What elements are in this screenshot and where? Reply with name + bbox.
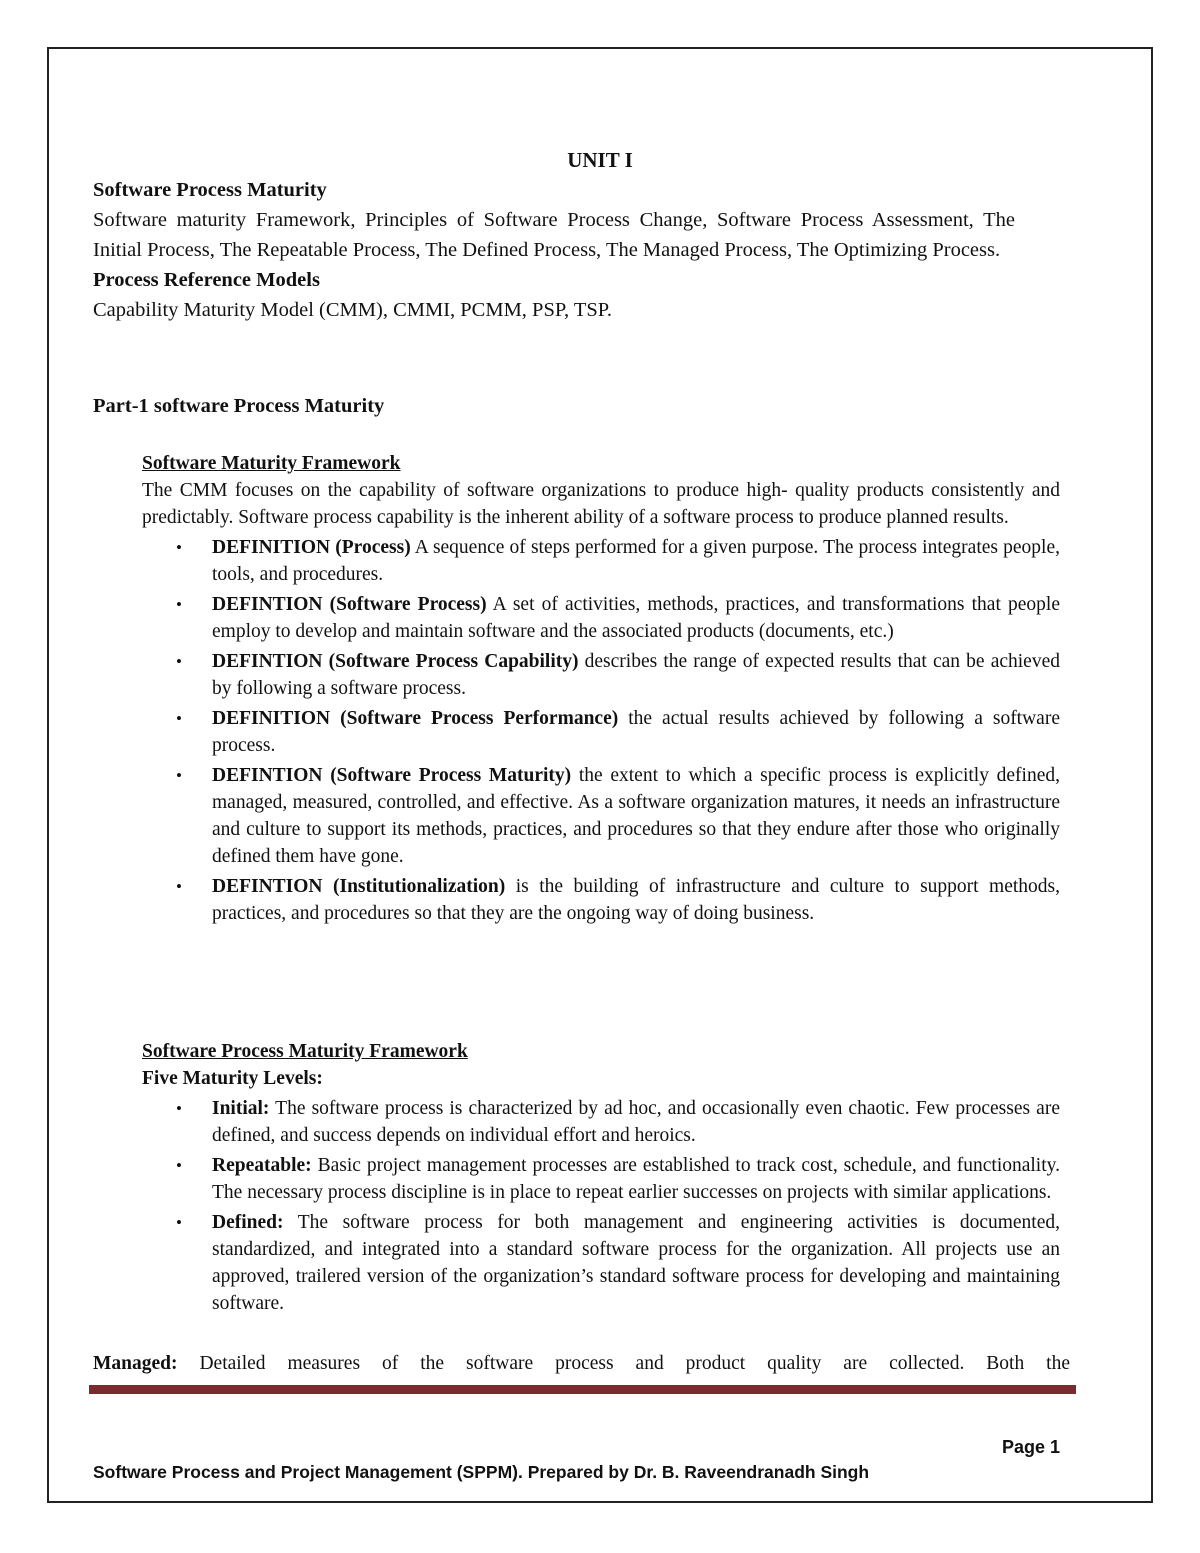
definition-term: DEFINITION (Process) [212,537,411,558]
footer-rule [89,1385,1076,1394]
definition-text: A set of activities, methods, practices, and transformations that people employ to develop and maintain software and the associated products (documents, etc.) [212,594,1060,642]
level-term: Defined: [212,1212,284,1233]
software-maturity-framework-section [142,450,1060,930]
syllabus-topics-maturity: Software maturity Framework, Principles of Software Process Change, Software Process Assessment, The Initial Process, The Repeatable Process, The Defined Process, The Managed Process, The Optimizing Process. [93,209,1015,261]
list-item [212,1095,1060,1149]
syllabus-topics-models: Capability Maturity Model (CMM), CMMI, PCMM, PSP, TSP. [93,299,613,321]
definition-term: DEFINTION (Institutionalization) [212,876,506,897]
managed-text: Detailed measures of the software process and product quality are collected. Both the [177,1353,1070,1374]
five-levels-heading: Five Maturity Levels: [142,1068,323,1089]
level-term: Repeatable: [212,1155,312,1176]
definition-text: describes the range of expected results that can be achieved by following a software process. [212,651,1060,699]
unit-title: UNIT I [567,148,633,172]
syllabus [93,175,1015,325]
level-text: The software process for both management and engineering activities is documented, standardized, and integrated into a standard software process for the organization. All projects use an approved, trailered version of the organization’s standard software process for developing and maintaining software. [212,1212,1060,1314]
part-title: Part-1 software Process Maturity [93,395,385,417]
footer-text: Software Process and Project Management (SPPM). Prepared by Dr. B. Raveendranadh Singh [93,1462,870,1482]
level-text: The software process is characterized by ad hoc, and occasionally even chaotic. Few processes are defined, and success depends on individual effort and heroics. [212,1098,1060,1146]
framework-heading: Software Maturity Framework [142,453,401,474]
definition-text: the extent to which a specific process is explicitly defined, managed, measured, controlled, and effective. As a software organization matures, it needs an infrastructure and culture to support its methods, practices, and procedures so that they endure after those who originally defined them have gone. [212,765,1060,867]
list-item [212,534,1060,588]
process-framework-heading: Software Process Maturity Framework [142,1041,468,1062]
definition-term: DEFINTION (Software Process Maturity) [212,765,572,786]
managed-term: Managed: [93,1353,178,1374]
list-item [212,705,1060,759]
maturity-level-list [142,1095,1060,1317]
list-item [212,762,1060,870]
definition-term: DEFINITION (Software Process Performance) [212,708,619,729]
definition-term: DEFINTION (Software Process) [212,594,487,615]
list-item [212,873,1060,927]
process-maturity-framework-section [142,1038,1060,1320]
list-item [212,591,1060,645]
managed-level-paragraph [93,1350,1070,1377]
definition-list [142,534,1060,927]
list-item [212,1209,1060,1317]
definition-text: the actual results achieved by following a software process. [212,708,1060,756]
list-item [212,1152,1060,1206]
definition-term: DEFINTION (Software Process Capability) [212,651,579,672]
page-number: Page 1 [1001,1437,1060,1457]
level-term: Initial: [212,1098,270,1119]
framework-intro: The CMM focuses on the capability of software organizations to produce high- quality products consistently and predictably. Software process capability is the inherent ability of a software process to produce planned results. [142,480,1060,528]
syllabus-heading-maturity: Software Process Maturity [93,179,327,201]
syllabus-heading-models: Process Reference Models [93,269,320,291]
level-text: Basic project management processes are established to track cost, schedule, and functionality. The necessary process discipline is in place to repeat earlier successes on projects with similar applications. [212,1155,1060,1203]
list-item [212,648,1060,702]
definition-text: is the building of infrastructure and culture to support methods, practices, and procedures so that they are the ongoing way of doing business. [212,876,1061,924]
definition-text: A sequence of steps performed for a given purpose. The process integrates people, tools, and procedures. [212,537,1060,585]
